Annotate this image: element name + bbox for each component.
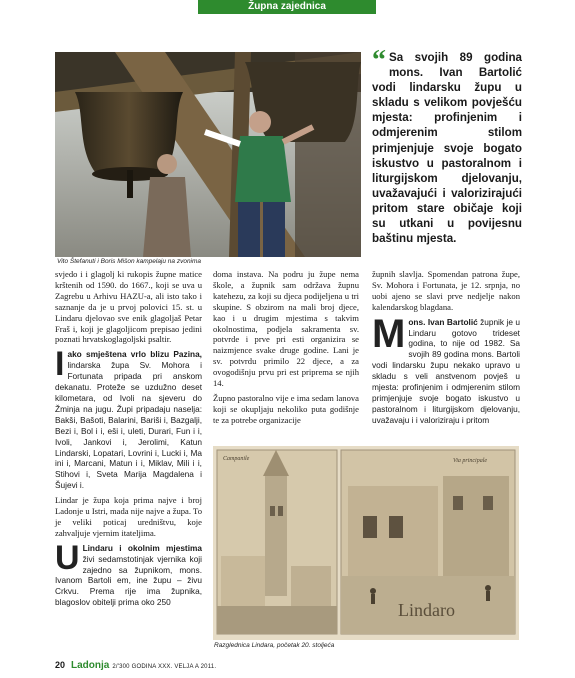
magazine-name: Ladonja — [71, 660, 110, 671]
postcard-left-label: Campanile — [223, 456, 250, 462]
col3-paragraph-1: župnih slavlja. Spomendan patrona župe, Sv. Mohora i Fortunata, je 12. srpnja, no uobi ajeno se slavi prve nedjelje nakon kalendarskog blagdana. — [372, 269, 520, 312]
pull-quote-text: Sa svojih 89 godina mons. Ivan Bartolić vodi lindarsku župu u skladu s velikom povješću mjesta: profinjenim i odmjerenim stilom primjenjuje svoje bogato iskustvo u pastoralnom i liturgijskom djelovanju, uvažavajući i valorizirajući pritom stare običaje koji su utkani u povijesnu baštinu mjesta. — [372, 51, 522, 246]
dropcap-i: I — [55, 345, 65, 384]
col1-text-2: lindarska župa Sv. Mohora i Fortunata pripada pri anskom dekanatu. Proteže se uzdužno deset kilometara, od Ivoli na sjeveru do Žminja na jugu. Župi pripadaju naselja: Bakši, Bašoti, Balarini, Bariši i, Bazgalji, Bezi i, Bol i i, eši i, uleti, Durari, Fun i i, Ivoli, Jankovi i, Jerolimi, Katun Lindarski, Lopatari, Lovrini i, Lucki i, Ma ini i, Marcani, Matun i i, Miklav, Mili i i, Stihovi i, Sveta Marija Magdalena i Šujevi i. — [55, 360, 202, 491]
col1-lead-4: Lindaru i okolnim mjestima — [82, 542, 202, 553]
postcard-photo — [213, 446, 519, 640]
col1-paragraph-3: Lindar je župa koja prima najve i broj Ladonje u Istri, mada nije najve a župa. To je veliki poticaj uredništvu, koje zahvaljuje vjernim itateljima. — [55, 495, 202, 538]
col3-paragraph-2 — [372, 311, 520, 426]
postcard-right-label: Via principale — [453, 458, 488, 464]
article-column-2 — [213, 269, 359, 430]
quote-mark-icon: “ — [372, 45, 386, 76]
page-footer — [55, 660, 216, 671]
col1-paragraph-4 — [55, 538, 202, 608]
col3-lead-2: ons. Ivan Bartolić — [408, 316, 478, 327]
top-photo-caption: Vito Štefanuti i Boris Mišon kampelaju na zvonima — [57, 258, 202, 265]
bell-ringers-photo — [55, 52, 361, 257]
pull-quote — [372, 45, 522, 246]
section-header-tab: Župna zajednica — [198, 0, 376, 14]
postcard-title: Lindaro — [398, 600, 455, 620]
col1-lead-2: ako smještena vrlo blizu Pazina, — [67, 349, 202, 360]
dropcap-u: U — [55, 538, 80, 577]
col2-paragraph-2: Župno pastoralno vije e ima sedam lanova koji se okupljaju nekoliko puta godišnje te za potrebe organizacije — [213, 392, 359, 425]
col3-text-2: župnik je u Lindaru gotovo trideset godina, to nije od 1982. Sa svojih 89 godina mons. Bartoli vodi lindarsku župu nekako upravo u skladu s veli anstvenom povješ u mjesta: profinjenim i odmjerenim stilom primjenjuje svoje bogato iskustvo u pastoralnom i liturgijskom djelovanju, uvažavaju i i valoriziraju i pritom — [372, 316, 520, 425]
dropcap-m: M — [372, 311, 406, 356]
col1-paragraph-2 — [55, 345, 202, 491]
col1-text-4: živi sedamstotinjak vjernika koji zajedno sa župnikom, mons. Ivanom Bartoli em, ine župu – živu Crkvu. Prema rije ima župnika, blagoslov obitelji prima oko 250 — [55, 553, 202, 608]
issue-info: 2/'300 GODINA XXX. VELJA A 2011. — [112, 664, 217, 670]
article-column-3 — [372, 269, 520, 430]
col1-paragraph-1: svjedo i i glagolj ki rukopis župne matice krštenih od 1590. do 1667., koji se uva u Zagrebu u Arhivu HAZU-a, ali isto tako i saznanje da je u prvoj polovici 15. st. u Lindaru djelovao sve enik glagoljaš Petar Fraš i, koji je glagoljicom prepisao jedini poznati hrvatskoglagoljski psaltir. — [55, 269, 202, 345]
article-column-1 — [55, 269, 202, 612]
bottom-photo-caption: Razglednica Lindara, početak 20. stoljeća — [214, 642, 335, 649]
page-number: 20 — [55, 660, 66, 670]
col2-paragraph-1: doma instava. Na podru ju župe nema škole, a župnik sam održava župnu katehezu, za koji su djeca podijeljena u tri skupine. S obzirom na mali broj djece, kao i u drugim mjestima s takvim okolnostima, podjela sakramenta sv. potvrde i prve pri esti organizira se naizmjence svake druge godine. Lani je sv. potvrdu primilo 22 djece, a za ovogodišnju prvu pri est priprema se njih 14. — [213, 269, 359, 389]
